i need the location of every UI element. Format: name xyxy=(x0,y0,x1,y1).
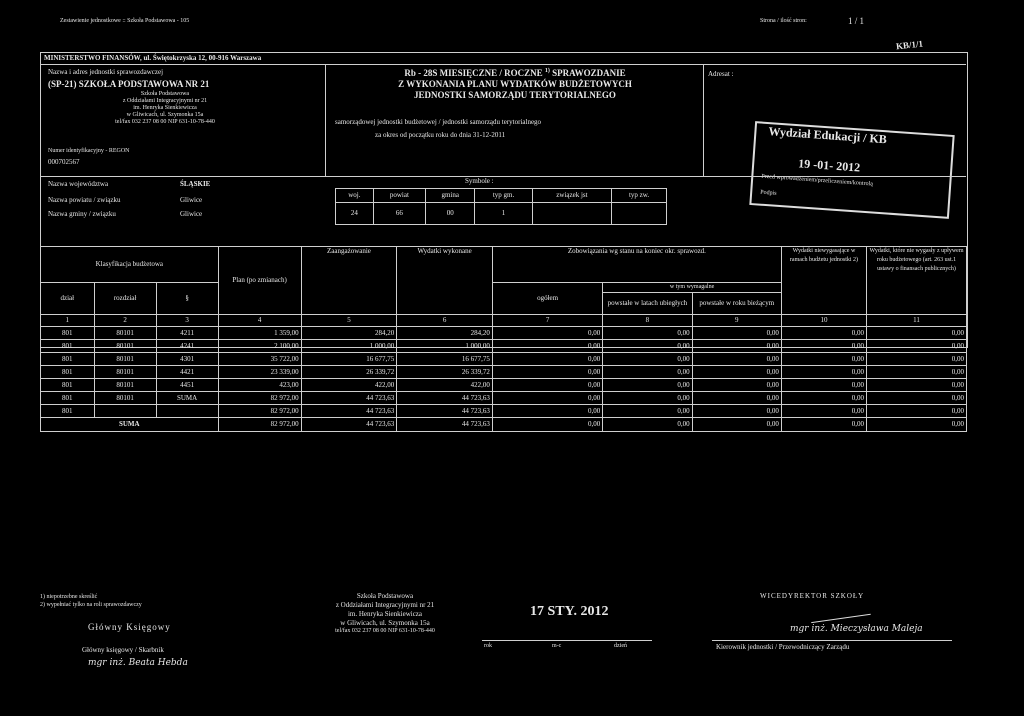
sum-cell: 0,00 xyxy=(867,418,967,432)
table-cell: 80101 xyxy=(94,392,156,405)
table-cell: 0,00 xyxy=(867,405,967,418)
voiv-value: ŚLĄSKIE xyxy=(180,180,211,188)
table-cell: 801 xyxy=(41,392,95,405)
table-cell: 0,00 xyxy=(603,379,692,392)
table-cell: 80101 xyxy=(94,340,156,353)
table-cell: 16 677,75 xyxy=(301,353,397,366)
regon-label: Numer identyfikacyjny - REGON xyxy=(48,148,130,154)
table-cell: 0,00 xyxy=(692,366,781,379)
chief-accountant-stamp: Główny Księgowy xyxy=(88,622,171,632)
table-cell: 4241 xyxy=(156,340,218,353)
sum-cell: 82 972,00 xyxy=(218,418,301,432)
table-cell: 0,00 xyxy=(781,353,866,366)
table-cell: 422,00 xyxy=(301,379,397,392)
table-cell: 0,00 xyxy=(867,366,967,379)
date-stamp: 17 STY. 2012 xyxy=(530,604,609,619)
table-cell: 0,00 xyxy=(781,366,866,379)
table-cell: 0,00 xyxy=(492,405,602,418)
table-cell: 801 xyxy=(41,405,95,418)
director-label: Kierownik jednostki / Przewodniczący Zarządu xyxy=(716,643,850,651)
table-cell: 0,00 xyxy=(692,340,781,353)
county-value: Gliwice xyxy=(180,196,203,204)
table-cell: 0,00 xyxy=(603,353,692,366)
table-cell: 0,00 xyxy=(692,379,781,392)
table-cell: SUMA xyxy=(156,392,218,405)
table-cell: 44 723,63 xyxy=(397,392,493,405)
table-cell: 0,00 xyxy=(781,340,866,353)
table-cell: 0,00 xyxy=(492,327,602,340)
table-cell: 82 972,00 xyxy=(218,392,301,405)
table-cell: 4211 xyxy=(156,327,218,340)
table-row xyxy=(41,392,967,405)
table-cell: 284,20 xyxy=(301,327,397,340)
table-cell: 82 972,00 xyxy=(218,405,301,418)
table-cell: 44 723,63 xyxy=(397,405,493,418)
table-cell xyxy=(94,405,156,418)
footnote-2: 2) wypełniać tylko na roli sprawozdawczy xyxy=(40,602,142,608)
table-cell: 0,00 xyxy=(781,327,866,340)
adresat-label: Adresat : xyxy=(708,70,734,78)
voiv-label: Nazwa województwa xyxy=(48,180,109,188)
unit-name: (SP-21) SZKOŁA PODSTAWOWA NR 21 xyxy=(48,79,210,89)
received-stamp: Wydział Edukacji / KB 19 -01- 2012 Przed wprowadzeniem/przeliczeniem/kontrolą Podpis xyxy=(749,121,954,219)
table-cell: 422,00 xyxy=(397,379,493,392)
date-year-label: rok xyxy=(484,643,492,649)
commune-value: Gliwice xyxy=(180,210,203,218)
symbols-label: Symbole : xyxy=(465,177,494,185)
county-label: Nazwa powiatu / związku xyxy=(48,196,121,204)
table-cell: 801 xyxy=(41,366,95,379)
footnote-1: 1) niepotrzebne skreślić xyxy=(40,594,98,600)
vice-director-name: mgr inż. Mieczysława Maleja xyxy=(790,624,923,634)
table-cell: 23 339,00 xyxy=(218,366,301,379)
commune-label: Nazwa gminy / związku xyxy=(48,210,116,218)
table-row xyxy=(41,405,967,418)
table-cell: 0,00 xyxy=(867,340,967,353)
unit-label: Nazwa i adres jednostki sprawozdawczej xyxy=(48,68,164,76)
table-cell: 0,00 xyxy=(867,353,967,366)
table-cell: 35 722,00 xyxy=(218,353,301,366)
table-cell: 0,00 xyxy=(692,392,781,405)
table-cell xyxy=(156,405,218,418)
sum-cell: 0,00 xyxy=(692,418,781,432)
page-label: Strona / ilość stron: xyxy=(760,18,807,24)
table-cell: 4451 xyxy=(156,379,218,392)
table-row xyxy=(41,340,967,353)
table-cell: 801 xyxy=(41,327,95,340)
table-cell: 1 000,00 xyxy=(301,340,397,353)
table-cell: 0,00 xyxy=(492,392,602,405)
table-cell: 0,00 xyxy=(867,392,967,405)
table-cell: 801 xyxy=(41,353,95,366)
sum-cell: 0,00 xyxy=(492,418,602,432)
table-cell: 0,00 xyxy=(867,327,967,340)
form-subtitle: samorządowej jednostki budżetowej / jednostki samorządu terytorialnego xyxy=(335,118,542,126)
table-cell: 0,00 xyxy=(603,366,692,379)
table-row xyxy=(41,366,967,379)
table-cell: 423,00 xyxy=(218,379,301,392)
table-cell: 0,00 xyxy=(867,379,967,392)
vice-director-stamp: WICEDYREKTOR SZKOŁY xyxy=(760,592,865,600)
sum-label: SUMA xyxy=(41,418,219,432)
table-cell: 0,00 xyxy=(692,405,781,418)
chief-accountant-name: mgr inż. Beata Hebda xyxy=(88,658,188,668)
table-cell: 80101 xyxy=(94,366,156,379)
corner-stamp: KB/1/1 xyxy=(895,38,924,52)
table-cell: 801 xyxy=(41,379,95,392)
table-cell: 80101 xyxy=(94,379,156,392)
table-cell: 0,00 xyxy=(603,405,692,418)
table-cell: 0,00 xyxy=(692,353,781,366)
table-cell: 1 000,00 xyxy=(397,340,493,353)
table-cell: 1 359,00 xyxy=(218,327,301,340)
regon-value: 000702567 xyxy=(48,158,80,166)
table-cell: 0,00 xyxy=(492,340,602,353)
table-cell: 2 100,00 xyxy=(218,340,301,353)
unit-header: Zestawienie jednostkowe :: Szkoła Podstawowa - 105 xyxy=(60,18,190,24)
chief-accountant-label: Główny księgowy / Skarbnik xyxy=(82,646,164,654)
sum-cell: 44 723,63 xyxy=(397,418,493,432)
table-cell: 0,00 xyxy=(781,405,866,418)
form-period: za okres od początku roku do dnia 31-12-2011 xyxy=(375,131,506,139)
table-cell: 0,00 xyxy=(781,379,866,392)
expense-table: Klasyfikacja budżetowa Plan (po zmianach) Zaangażowanie Wydatki wykonane Zobowiązania wg stanu na koniec okr. sprawozd. Wydatki niewygasające w ramach budżetu jednostki 2) Wydatki, które nie wygasły z upływem roku budżetowego (art. 263 ust.1 ustawy o finansach publicznych) dział rozdział § ogółem w tym wymagalne powstałe w latach ubiegłych powstałe w roku bieżącym 1 2 3 4 5 6 7 8 9 10 11 801 80101 4211 1 359,00 284,20 284,20 0,00 0,00 0,00 0,00 0,00 801 80101 4241 2 100,00 1 000,00 1 000,00 0,00 0,00 0,00 0,00 0,00 801 80101 4301 35 722,00 16 677,75 16 677,75 0,00 0,00 0,00 0,00 0,00 801 80101 4421 23 339,00 26 339,72 26 339,72 0,00 0,00 0,00 0,00 0,00 801 80101 4451 423,00 422,00 422,00 0,00 0,00 0,00 0,00 0,00 801 80101 SUMA 82 972,00 44 723,63 44 723,63 0,00 0,00 0,00 0,00 0,00 801 82 972,00 44 723,63 44 723,63 0,00 0,00 0,00 0,00 0,00 SUMA 82 972,00 44 723,63 44 723,63 0,00 0,00 0,00 0,00 0,00 xyxy=(40,246,967,432)
table-cell: 0,00 xyxy=(492,366,602,379)
sum-cell: 0,00 xyxy=(603,418,692,432)
table-cell: 16 677,75 xyxy=(397,353,493,366)
form-title: Rb - 28S MIESIĘCZNE / ROCZNE $^{1)}$ SPRAWOZDANIE Z WYKONANIA PLANU WYDATKÓW BUDŻETOWYCH JEDNOSTKI SAMORZĄDU TERYTORIALNEGO xyxy=(398,68,632,100)
director-signature xyxy=(809,600,871,623)
table-cell: 80101 xyxy=(94,353,156,366)
table-cell: 26 339,72 xyxy=(301,366,397,379)
table-cell: 0,00 xyxy=(692,327,781,340)
table-cell: 44 723,63 xyxy=(301,392,397,405)
table-row xyxy=(41,353,967,366)
sum-cell: 0,00 xyxy=(781,418,866,432)
symbols-table: woj. powiat gmina typ gm. związek jst typ zw. 24 66 00 1 xyxy=(335,188,667,225)
table-cell: 0,00 xyxy=(603,340,692,353)
date-day-label: dzień xyxy=(614,643,627,649)
table-cell: 0,00 xyxy=(603,392,692,405)
table-cell: 80101 xyxy=(94,327,156,340)
school-stamp: Szkoła Podstawowa z Oddziałami Integracyjnymi nr 21 im. Henryka Sienkiewicza w Gliwicach, ul. Szymonka 15a tel/fax 032 237 08 00 NIP 631-10-78-440 xyxy=(335,592,435,634)
table-cell: 0,00 xyxy=(492,353,602,366)
date-month-label: m-c xyxy=(552,643,562,649)
table-cell: 4301 xyxy=(156,353,218,366)
ministry-line: MINISTERSTWO FINANSÓW, ul. Świętokrzyska 12, 00-916 Warszawa xyxy=(44,54,262,62)
table-cell: 4421 xyxy=(156,366,218,379)
table-row xyxy=(41,327,967,340)
table-cell: 26 339,72 xyxy=(397,366,493,379)
table-cell: 44 723,63 xyxy=(301,405,397,418)
table-row xyxy=(41,379,967,392)
page-value: 1 / 1 xyxy=(848,16,865,26)
sum-cell: 44 723,63 xyxy=(301,418,397,432)
table-cell: 801 xyxy=(41,340,95,353)
table-cell: 0,00 xyxy=(492,379,602,392)
table-cell: 284,20 xyxy=(397,327,493,340)
unit-stamp: Szkoła Podstawowa z Oddziałami Integracyjnymi nr 21 im. Henryka Sienkiewicza w Gliwicach, ul. Szymonka 15a tel/fax 032 237 08 00 NIP 631-10-78-440 xyxy=(115,91,215,125)
table-cell: 0,00 xyxy=(781,392,866,405)
table-cell: 0,00 xyxy=(603,327,692,340)
